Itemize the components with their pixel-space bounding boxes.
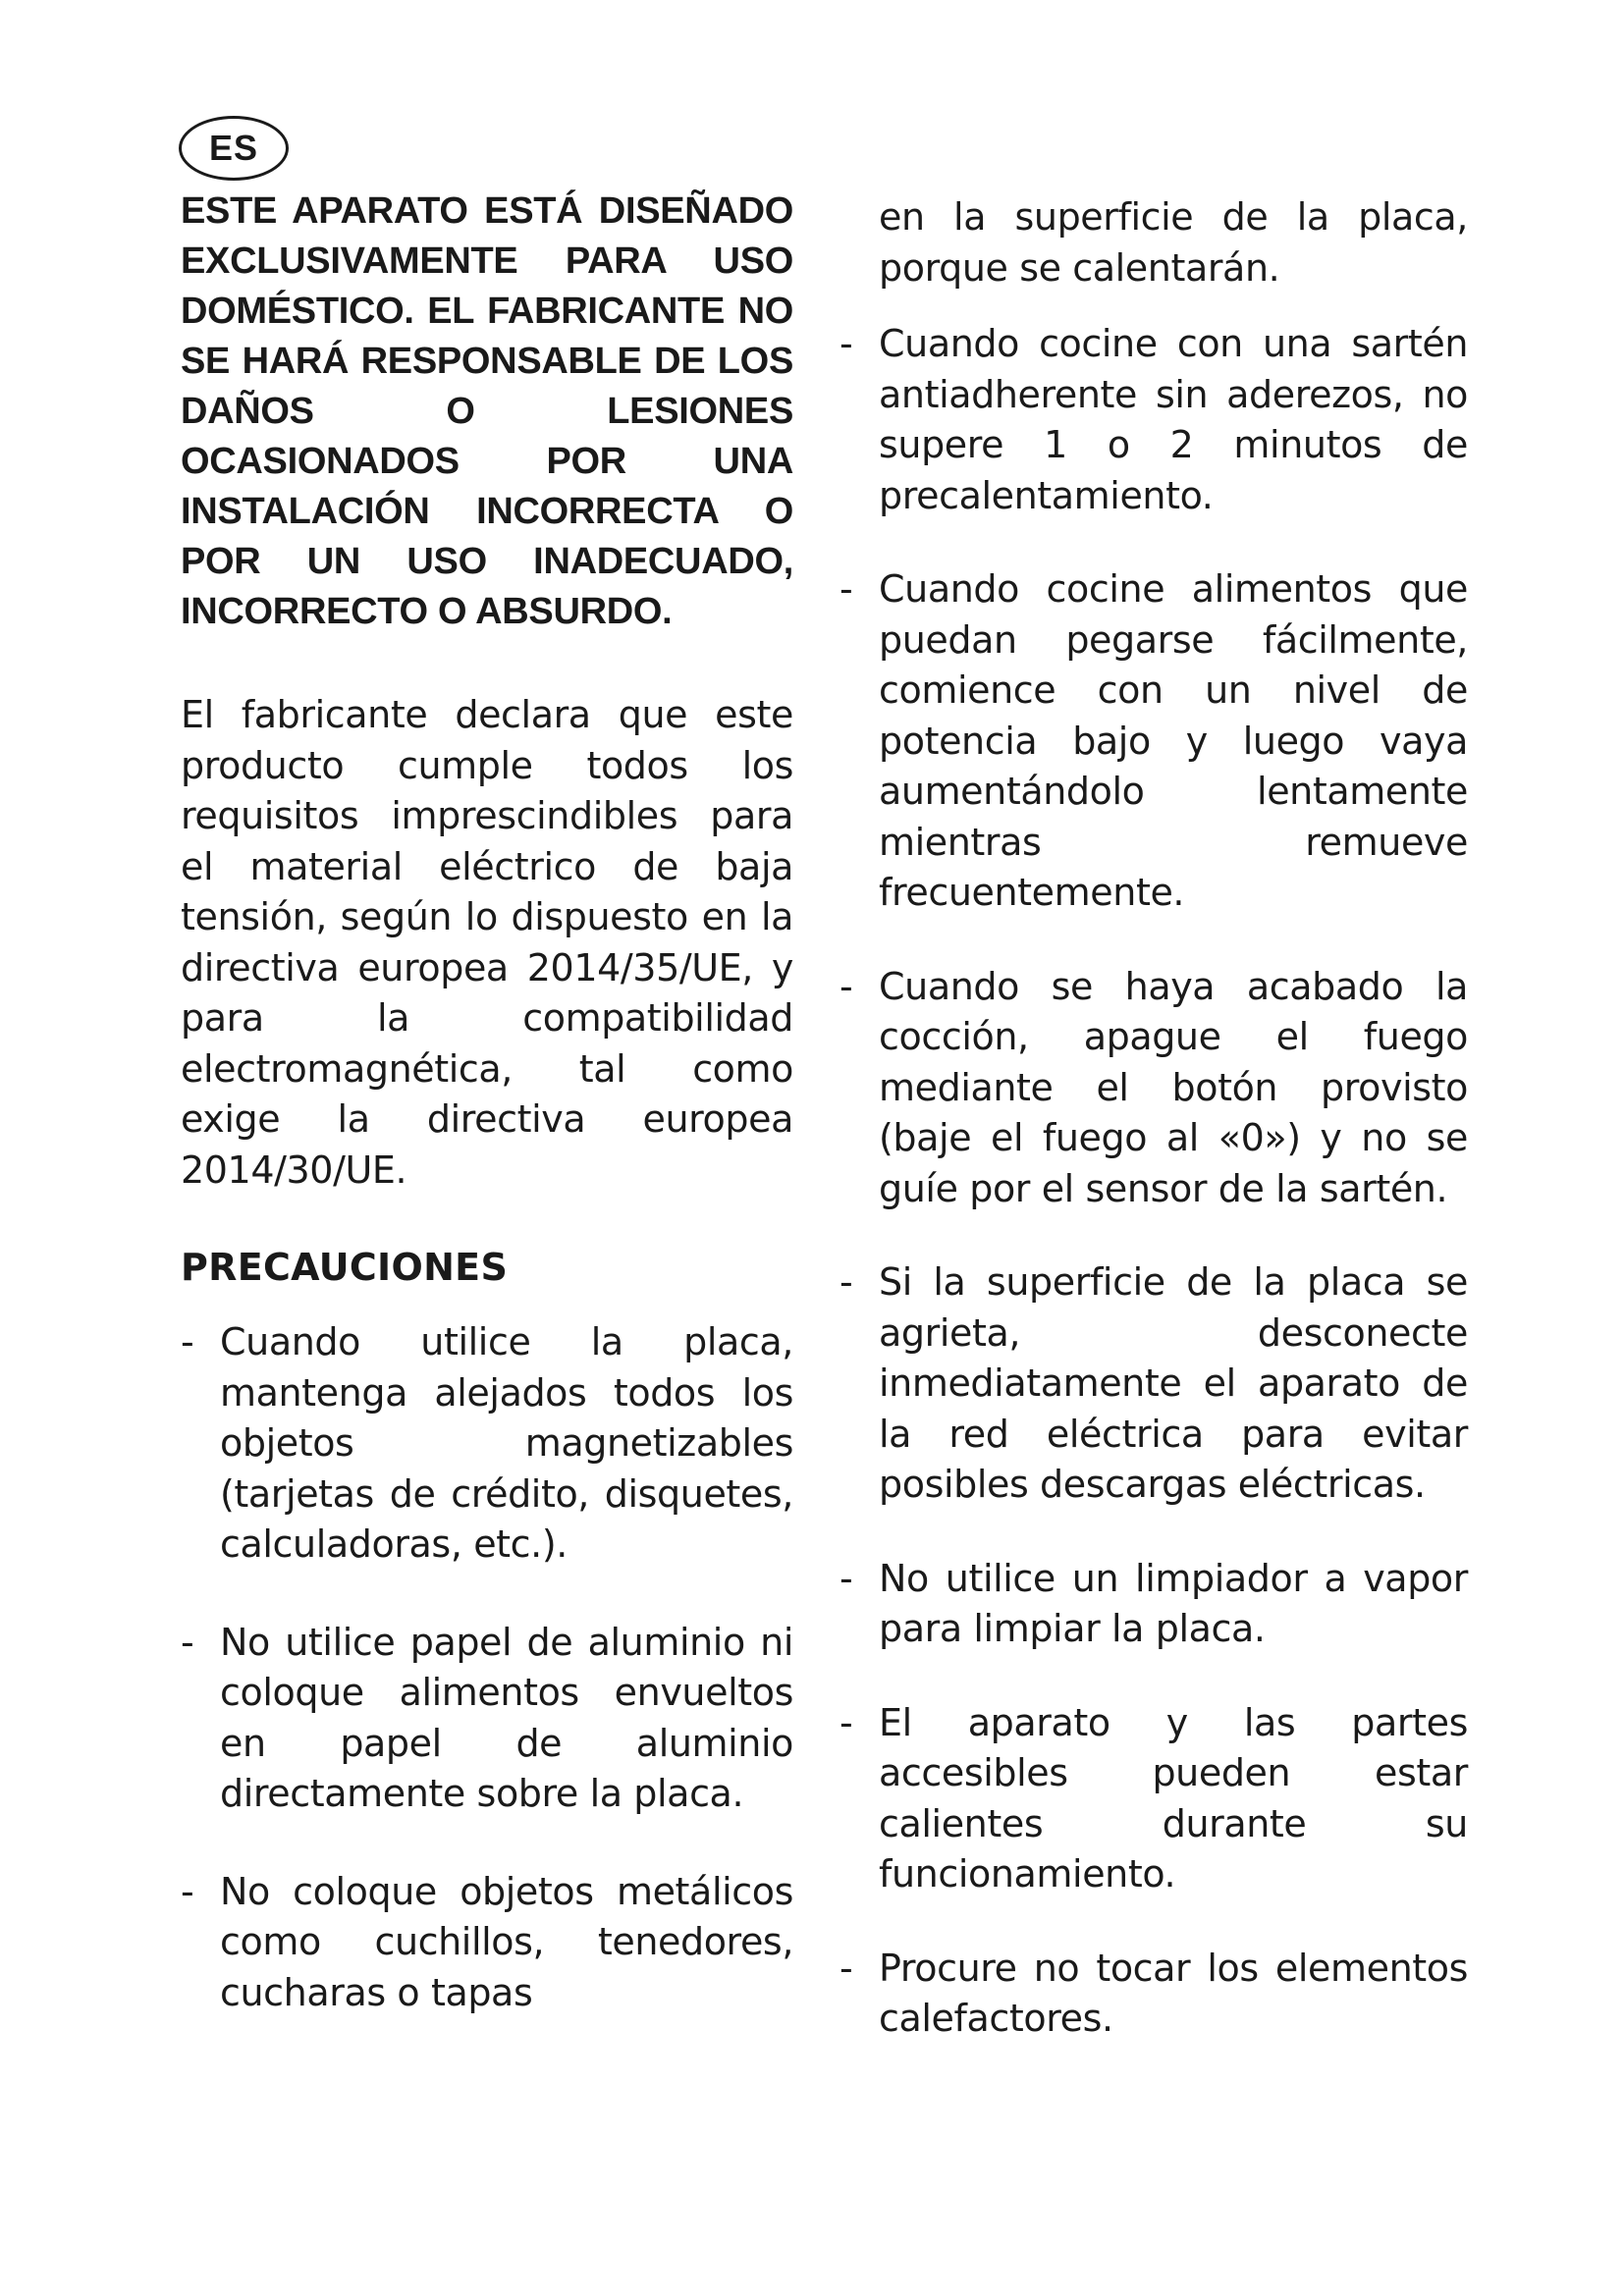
list-item-text: No coloque objetos metálicos como cuchillos, tenedores, cucharas o tapas: [220, 1869, 793, 2014]
list-item-text: Si la superficie de la placa se agrieta, desconecte inmediatamente el aparato de la red eléctrica para evitar posibles descargas eléctricas.: [879, 1260, 1468, 1506]
list-item: [839, 962, 1468, 1215]
dash-bullet: -: [839, 322, 853, 365]
list-item: [839, 1554, 1468, 1655]
list-item: [181, 1317, 793, 1571]
list-item: [181, 1618, 793, 1820]
list-item-continuation: en la superficie de la placa, porque se calentarán.: [879, 195, 1468, 290]
list-item-text: No utilice papel de aluminio ni coloque alimentos envueltos en papel de aluminio directamente sobre la placa.: [220, 1620, 793, 1815]
dash-bullet: -: [839, 1260, 853, 1304]
list-item-text: Cuando cocine con una sartén antiadherente sin aderezos, no supere 1 o 2 minutos de precalentamiento.: [879, 322, 1468, 517]
list-item-text: Cuando utilice la placa, mantenga alejados todos los objetos magnetizables (tarjetas de crédito, disquetes, calculadoras, etc.).: [220, 1320, 793, 1566]
precautions-list-left: [181, 1317, 793, 2018]
list-item-text: No utilice un limpiador a vapor para limpiar la placa.: [879, 1556, 1468, 1650]
list-item-text: Procure no tocar los elementos calefactores.: [879, 1946, 1468, 2040]
right-column: [839, 192, 1468, 2088]
list-item: [839, 1944, 1468, 2045]
dash-bullet: -: [181, 1320, 194, 1363]
left-column: [181, 187, 793, 2065]
list-item: [839, 1698, 1468, 1900]
dash-bullet: -: [839, 1700, 853, 1744]
list-item-text: Cuando se haya acabado la cocción, apague el fuego mediante el botón provisto (baje el fuego al «0») y no se guíe por el sensor de la sartén.: [879, 964, 1468, 1210]
precautions-list-right: [839, 319, 1468, 2045]
domestic-use-warning: ESTE APARATO ESTÁ DISEÑADO EXCLUSIVAMENTE PARA USO DOMÉSTICO. EL FABRICANTE NO SE HARÁ RESPONSABLE DE LOS DAÑOS O LESIONES OCASIONADOS POR UNA INSTALACIÓN INCORRECTA O POR UN USO INADECUADO, INCORRECTO O ABSURDO.: [181, 190, 793, 632]
list-item: [839, 564, 1468, 919]
dash-bullet: -: [839, 1946, 853, 1990]
dash-bullet: -: [839, 1556, 853, 1600]
language-badge: [179, 116, 289, 181]
list-item: [839, 1257, 1468, 1511]
list-item: [839, 319, 1468, 521]
dash-bullet: -: [181, 1620, 194, 1664]
precautions-title: PRECAUCIONES: [181, 1246, 509, 1289]
list-item-text: El aparato y las partes accesibles pueden estar calientes durante su funcionamiento.: [879, 1700, 1468, 1896]
dash-bullet: -: [839, 964, 853, 1008]
list-item: [181, 1867, 793, 2019]
dash-bullet: -: [181, 1869, 194, 1913]
conformity-declaration: El fabricante declara que este producto cumple todos los requisitos imprescindibles para el material eléctrico de baja tensión, según lo dispuesto en la directiva europea 2014/35/UE, y para la compatibilidad electromagnética, tal como exige la directiva europea 2014/30/UE.: [181, 693, 793, 1192]
language-code: ES: [208, 128, 259, 168]
dash-bullet: -: [839, 567, 853, 611]
list-item-text: Cuando cocine alimentos que puedan pegarse fácilmente, comience con un nivel de potencia bajo y luego vaya aumentándolo lentamente mientras remueve frecuentemente.: [879, 567, 1468, 914]
